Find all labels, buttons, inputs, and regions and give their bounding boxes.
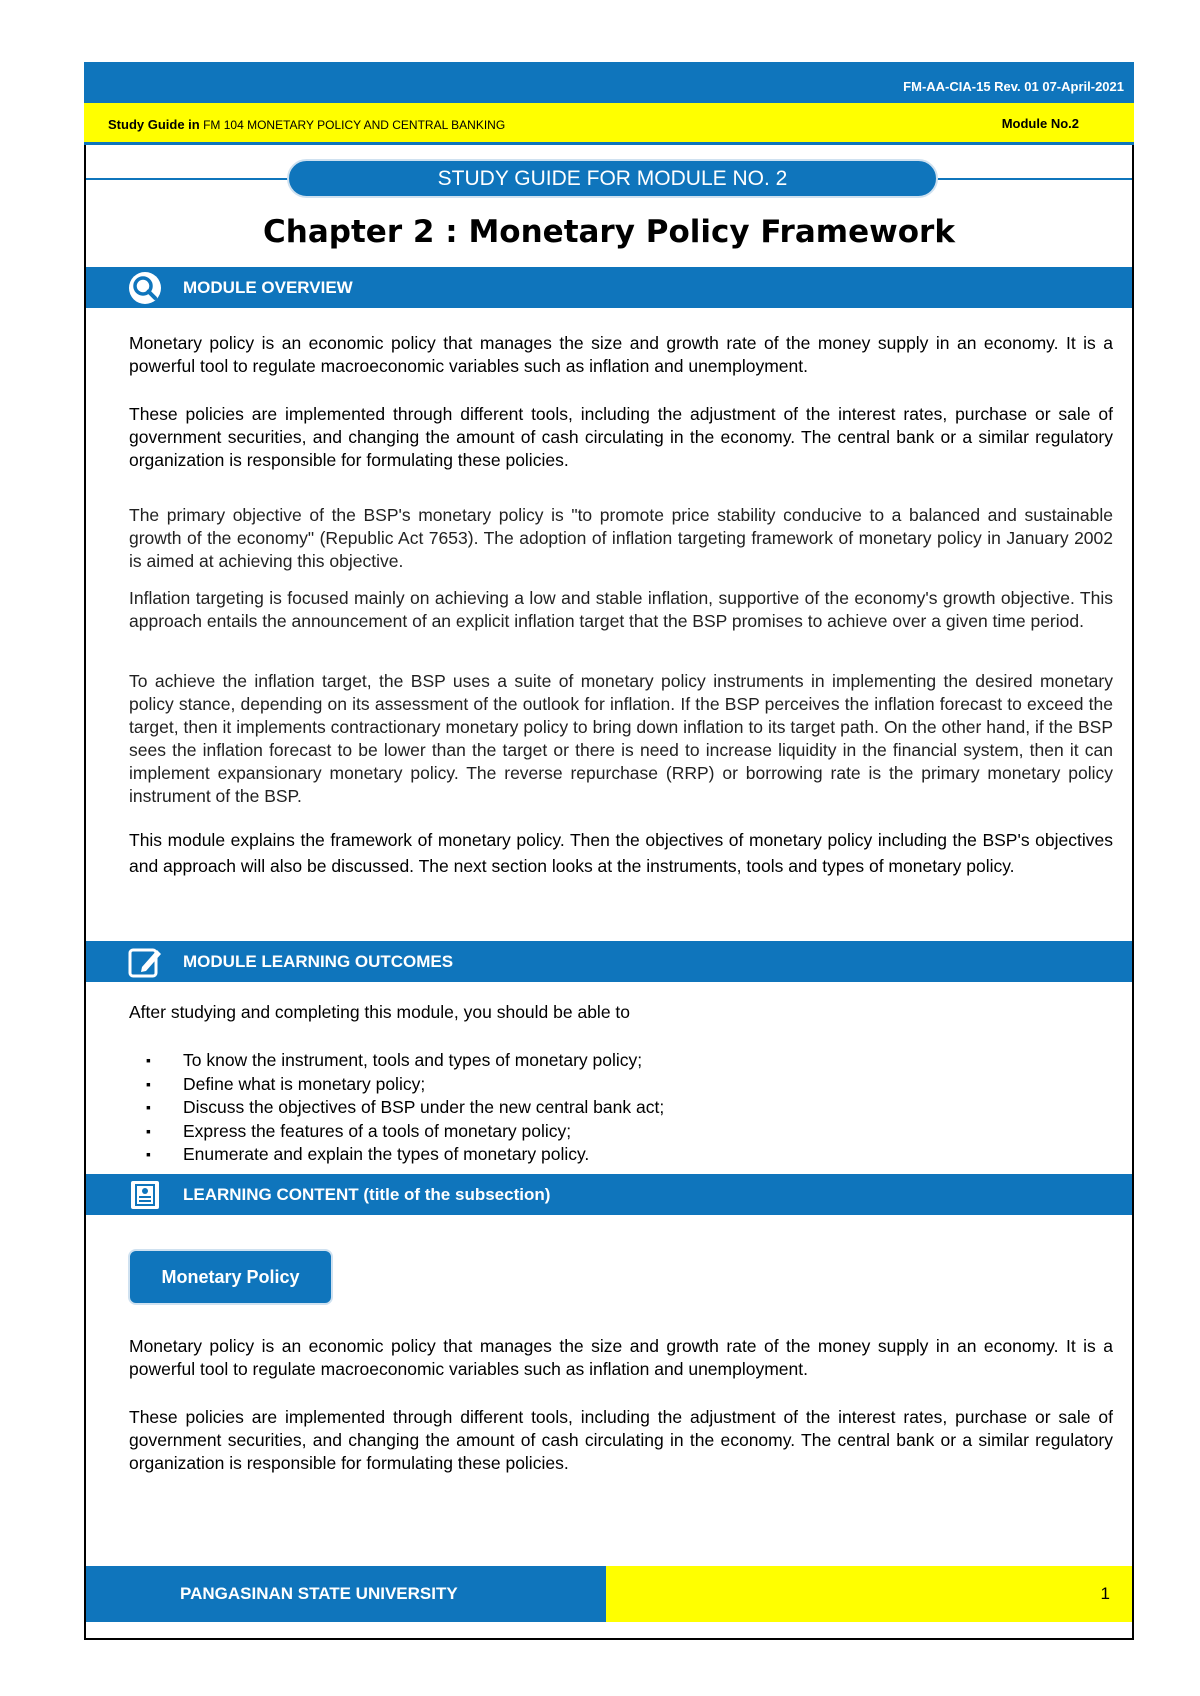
overview-paragraph: This module explains the framework of monetary policy. Then the objectives of monetary policy including the BSP's objectives and approach will also be discussed. The next section looks at the instruments, tools and types of monetary policy. (129, 830, 1113, 876)
study-guide-banner: STUDY GUIDE FOR MODULE NO. 2 (287, 159, 938, 198)
content-paragraph: These policies are implemented through different tools, including the adjustment of the interest rates, purchase or sale of government securities, and changing the amount of cash circulating in the economy. The central bank or a similar regulatory organization is responsible for formulating these policies. (129, 1407, 1113, 1473)
outcomes-list (129, 1049, 1089, 1167)
document-icon (128, 1178, 162, 1212)
course-line (108, 117, 505, 132)
section-heading: MODULE OVERVIEW (183, 278, 353, 297)
list-item: ▪ Express the features of a tools of monetary policy; (129, 1120, 1089, 1144)
section-module-overview (86, 267, 1132, 308)
footer-university-bar (86, 1566, 606, 1622)
list-item: ▪ Enumerate and explain the types of monetary policy. (129, 1143, 1089, 1167)
module-number: Module No.2 (1001, 116, 1079, 131)
overview-paragraph: Inflation targeting is focused mainly on achieving a low and stable inflation, supportive of the economy's growth objective. This approach entails the announcement of an explicit inflation target that the BSP promises to achieve over a given time period. (129, 588, 1113, 631)
footer-page-bar (606, 1566, 1132, 1622)
course-name: FM 104 MONETARY POLICY AND CENTRAL BANKING (203, 118, 506, 132)
study-guide-prefix: Study Guide in (108, 117, 200, 132)
overview-paragraph: The primary objective of the BSP's monetary policy is "to promote price stability conducive to a balanced and sustainable growth of the economy" (Republic Act 7653). The adoption of inflation targeting framework of monetary policy in January 2002 is aimed at achieving this objective. (129, 505, 1113, 571)
magnifier-icon (128, 271, 162, 305)
header-course-bar (84, 103, 1134, 145)
overview-paragraph: Monetary policy is an economic policy that manages the size and growth rate of the money supply in an economy. It is a powerful tool to regulate macroeconomic variables such as inflation and unemployment. (129, 333, 1113, 376)
outcomes-intro: After studying and completing this module, you should be able to (129, 1002, 631, 1022)
section-heading: LEARNING CONTENT (title of the subsection) (183, 1185, 551, 1204)
form-code: FM-AA-CIA-15 Rev. 01 07-April-2021 (903, 79, 1124, 94)
list-item: ▪ Discuss the objectives of BSP under the new central bank act; (129, 1096, 1089, 1120)
title-rule-right (934, 178, 1132, 180)
overview-paragraph: To achieve the inflation target, the BSP uses a suite of monetary policy instruments in implementing the desired monetary policy stance, depending on its assessment of the outlook for inflation. If the BSP perceives the inflation forecast to exceed the target, then it implements contractionary monetary policy to bring down inflation to its target path. On the other hand, if the BSP sees the inflation forecast to be lower than the target or there is need to increase liquidity in the financial system, then it can implement expansionary monetary policy. The reverse repurchase (RRP) or borrowing rate is the primary monetary policy instrument of the BSP. (129, 671, 1113, 806)
section-heading: MODULE LEARNING OUTCOMES (183, 952, 454, 971)
edit-icon (128, 945, 162, 979)
content-paragraph: Monetary policy is an economic policy that manages the size and growth rate of the money supply in an economy. It is a powerful tool to regulate macroeconomic variables such as inflation and unemployment. (129, 1336, 1113, 1379)
university-name: PANGASINAN STATE UNIVERSITY (180, 1584, 458, 1603)
header-top-bar (84, 62, 1134, 103)
list-item: ▪ To know the instrument, tools and types of monetary policy; (129, 1049, 1089, 1073)
page-number: 1 (1100, 1584, 1110, 1603)
overview-paragraph: These policies are implemented through different tools, including the adjustment of the interest rates, purchase or sale of government securities, and changing the amount of cash circulating in the economy. The central bank or a similar regulatory organization is responsible for formulating these policies. (129, 404, 1113, 470)
section-learning-content (86, 1174, 1132, 1215)
title-rule-left (86, 178, 291, 180)
section-learning-outcomes (86, 941, 1132, 982)
subsection-label: Monetary Policy (128, 1249, 333, 1305)
chapter-title: Chapter 2 : Monetary Policy Framework (263, 214, 955, 250)
list-item: ▪ Define what is monetary policy; (129, 1073, 1089, 1097)
